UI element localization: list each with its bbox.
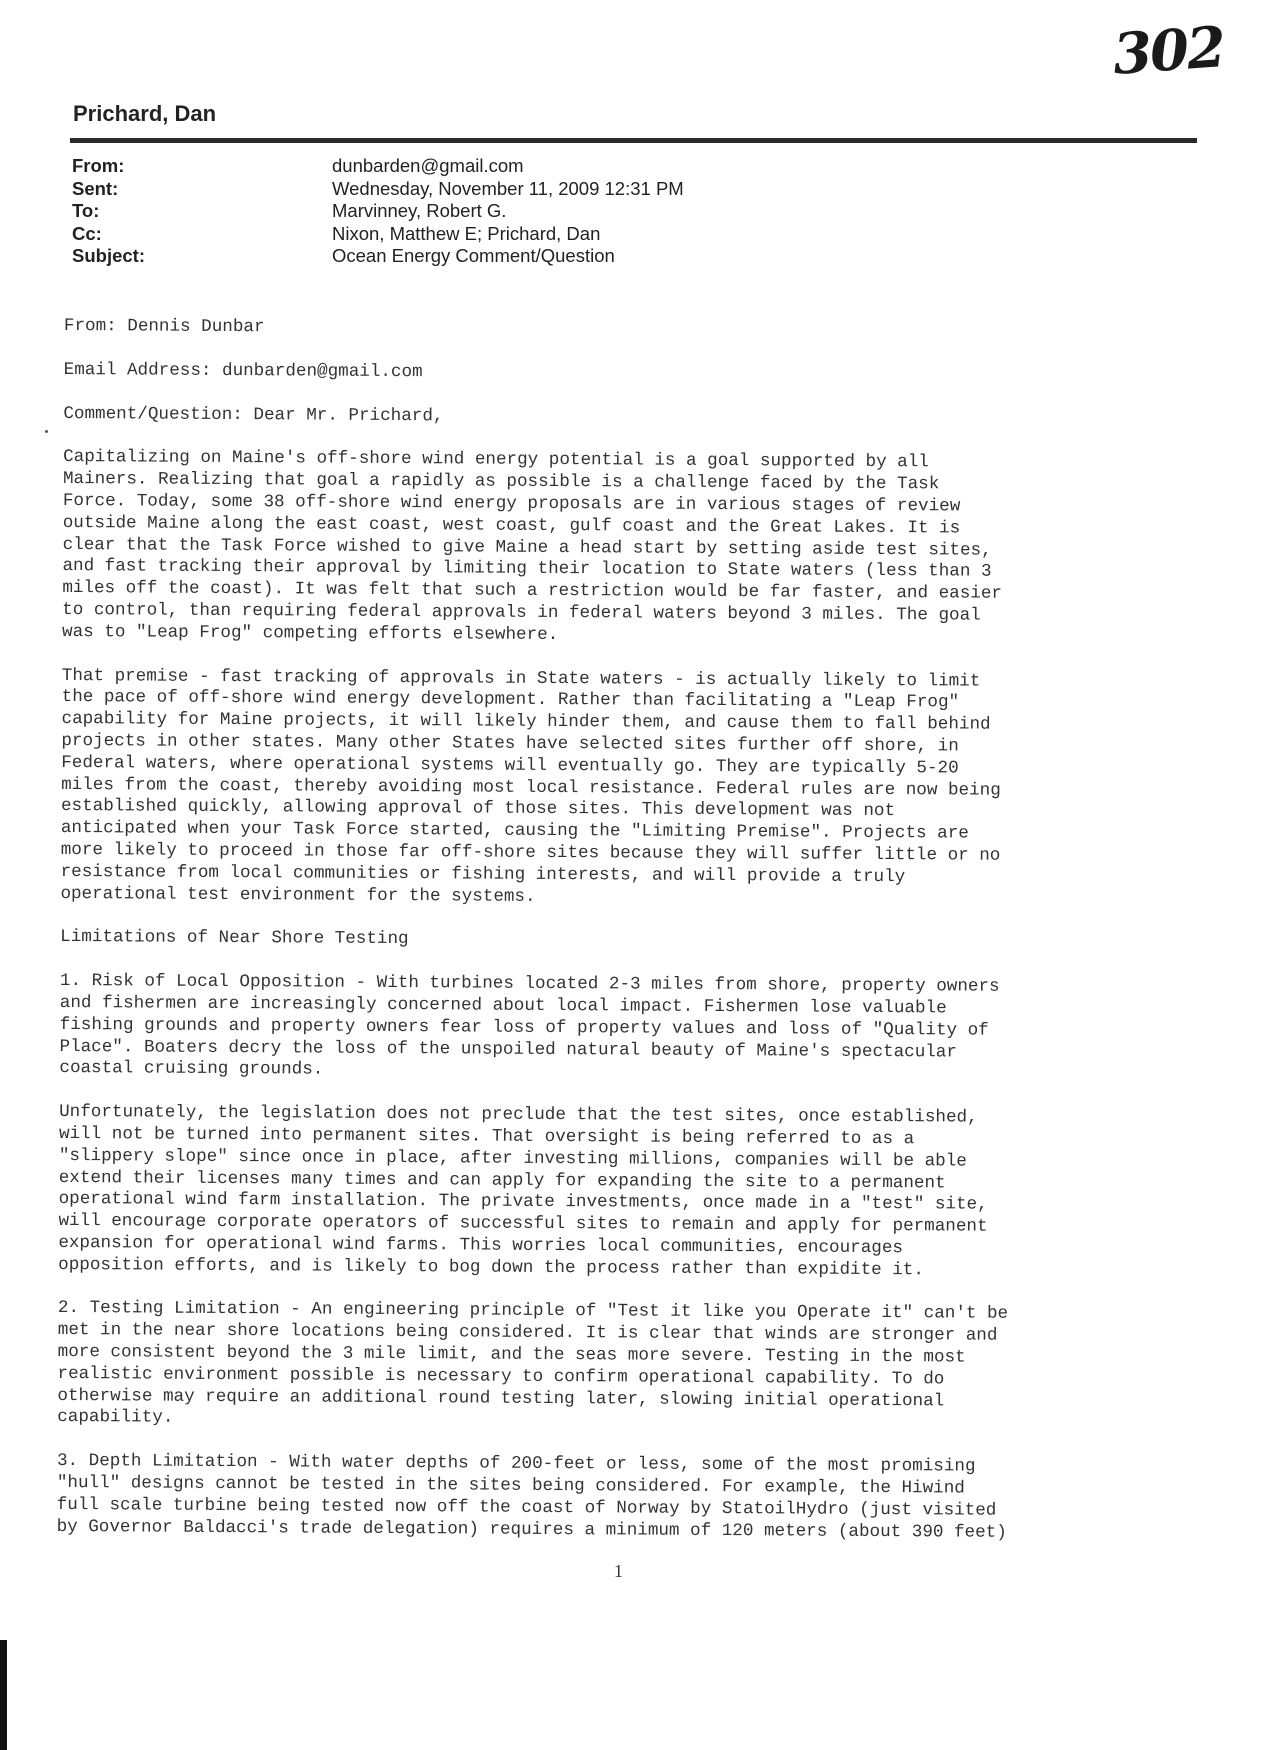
header-row-cc [72, 223, 684, 246]
subject-value: Ocean Energy Comment/Question [332, 245, 615, 266]
email-header [72, 155, 684, 268]
comment-greeting-line: Comment/Question: Dear Mr. Prichard, [63, 403, 444, 426]
header-row-to [72, 200, 684, 223]
subject-label: Subject: [72, 245, 145, 266]
mailbox-owner-name: Prichard, Dan [73, 101, 217, 126]
body-paragraph: Capitalizing on Maine's off-shore wind energy potential is a goal supported by all Mainers. Realizing that goal a rapidly as possible is a challenge faced by the Task Force. Today, some 38 off-shore wind energy proposals are in various stages of review outside Maine along the east coast, west coast, gulf coast and the Great Lakes. It is clear that the Task Force wished to give Maine a head start by setting aside test sites, and fast tracking their approval by limiting their location to State waters (less than 3 miles off the coast). It was felt that such a restriction would be far faster, and easier to control, than requiring federal approvals in federal waters beyond 3 miles. The goal was to "Leap Frog" competing efforts elsewhere. [62, 447, 1003, 645]
section-heading: Limitations of Near Shore Testing [60, 927, 409, 950]
sender-name-line: From: Dennis Dunbar [63, 316, 265, 338]
header-row-subject [72, 245, 684, 268]
to-label: To: [72, 200, 100, 221]
body-paragraph: 2. Testing Limitation - An engineering principle of "Test it like you Operate it" can't be met in the near shore locations being considered. It is clear that winds are stronger and more consistent beyond the 3 mile limit, and the seas more severe. Testing in the most realistic environment possible is necessary to confirm operational capability. To do otherwise may require an additional round testing later, slowing initial operational capability. [57, 1298, 1009, 1429]
from-value: dunbarden@gmail.com [332, 155, 524, 176]
cc-value: Nixon, Matthew E; Prichard, Dan [332, 222, 601, 244]
page-number: 1 [614, 1561, 623, 1581]
from-label: From: [72, 155, 125, 176]
sender-email-line: Email Address: dunbarden@gmail.com [63, 359, 423, 382]
scan-edge-shadow [0, 1640, 7, 1750]
body-paragraph: 3. Depth Limitation - With water depths of 200-feet or less, some of the most promising "hull" designs cannot be tested in the sites being considered. For example, the Hiwind full scale turbine being tested now off the coast of Norway by StatoilHydro (just visited by Governor Baldacci's trade delegation) requires a minimum of 120 meters (about 390 feet) [56, 1451, 1007, 1543]
header-divider [70, 138, 1197, 143]
to-value: Marvinney, Robert G. [332, 200, 507, 221]
body-paragraph: That premise - fast tracking of approvals in State waters - is actually likely to limit the pace of off-shore wind energy development. Rather than facilitating a "Leap Frog" capability for Maine projects, it will likely hinder them, and cause them to fall behind projects in other states. Many other States have selected sites further off shore, in Federal waters, where operational systems will eventually go. They are typically 5-20 miles from the coast, thereby avoiding most local resistance. Federal rules are now being established quickly, allowing approval of those sites. This development was not anticipated when your Task Force started, causing the "Limiting Premise". Projects are more likely to proceed in those far off-shore sites because they will suffer little or no resistance from local communities or fishing interests, and will provide a truly operational test environment for the systems. [60, 665, 1001, 907]
cc-label: Cc: [72, 222, 102, 244]
scan-speck [45, 430, 48, 433]
header-row-sent [72, 178, 684, 201]
body-paragraph: Unfortunately, the legislation does not preclude that the test sites, once established, will not be turned into permanent sites. That oversight is being referred to as a "slippery slope" since once in place, after investing millions, companies will be able extend their licenses many times and can apply for expanding the site to a permanent operational wind farm installation. The private investments, once made in a "test" site, will encourage corporate operators of successful sites to remain and apply for permanent expansion for operational wind farms. This worries local communities, encourages opposition efforts, and is likely to bog down the process rather than expidite it. [58, 1102, 988, 1280]
email-body [56, 316, 1194, 1567]
sent-value: Wednesday, November 11, 2009 12:31 PM [332, 177, 684, 199]
handwritten-page-stamp: 302 [1110, 14, 1227, 88]
header-row-from [72, 155, 684, 178]
sent-label: Sent: [72, 177, 119, 199]
body-paragraph: 1. Risk of Local Opposition - With turbines located 2-3 miles from shore, property owners and fishermen are increasingly concerned about local impact. Fishermen lose valuable fishing grounds and property owners fear loss of property values and loss of "Quality of Place". Boaters decry the loss of the unspoiled natural beauty of Maine's spectacular coastal cruising grounds. [59, 971, 1000, 1080]
